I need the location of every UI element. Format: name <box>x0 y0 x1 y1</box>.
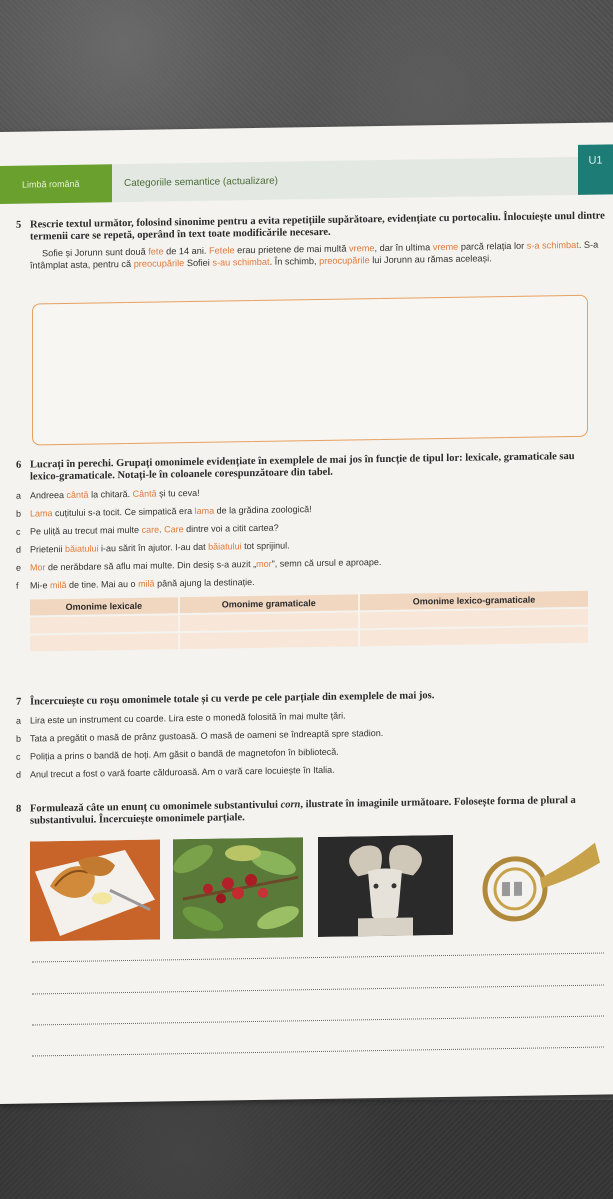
unit-tab: U1 <box>578 144 613 195</box>
list-item <box>16 498 606 519</box>
omonime-table <box>28 589 590 654</box>
table-cell[interactable] <box>30 633 178 651</box>
exercise-7-items <box>16 705 606 780</box>
text-span: de nerăbdare să aflu mai multe. Din desiș s-a auzit „ <box>45 558 257 573</box>
table-cell[interactable] <box>360 609 588 629</box>
highlighted-word: preocupările <box>133 258 185 269</box>
highlighted-word: s-au schimbat <box>212 256 270 268</box>
exercise-6-instruction-text: Lucrați în perechi. Grupați omonimele evidențiate în exemplele de mai jos în funcție de tipul lor: lexicale, gramaticale sau lexico-gramaticale. Notați-le în coloanele corespunzătoare din tabel. <box>30 450 575 483</box>
text-span: parcă relația lor <box>458 240 527 252</box>
text-span: . În schimb, <box>269 255 320 267</box>
text-span: Andreea <box>30 489 67 501</box>
text-span: cuțitului s-a tocit. Ce simpatică era <box>52 505 195 519</box>
page-header <box>0 144 613 204</box>
exercise-7 <box>16 687 606 780</box>
table-cell[interactable] <box>30 615 178 633</box>
exercise-8-word: corn <box>280 799 301 811</box>
item-letter: c <box>16 751 21 762</box>
table-cell[interactable] <box>180 630 358 649</box>
exercise-6-items <box>16 480 606 591</box>
highlighted-word: Fetele <box>209 245 235 256</box>
highlighted-word: mor <box>256 558 272 569</box>
highlighted-word: băiatului <box>208 541 242 552</box>
highlighted-word: preocupările <box>319 255 370 266</box>
highlighted-word: milă <box>138 578 155 589</box>
item-text: Poliția a prins o bandă de hoți. Am găsit o bandă de magnetofon în bibliotecă. <box>30 746 339 762</box>
highlighted-word: fete <box>148 246 164 257</box>
highlighted-word: Mor <box>30 562 46 573</box>
exercise-7-instruction <box>16 687 606 708</box>
highlighted-word: Lama <box>30 508 53 519</box>
table-header-lexicale: Omonime lexicale <box>30 597 178 615</box>
highlighted-word: vreme <box>432 241 459 253</box>
highlighted-word: vreme <box>349 243 375 254</box>
exercise-5-text <box>16 238 606 271</box>
text-span: de tine. Mai au o <box>66 578 139 590</box>
highlighted-word: milă <box>50 579 67 591</box>
answer-line[interactable] <box>32 953 604 963</box>
item-letter: c <box>16 526 21 537</box>
list-item <box>16 741 606 762</box>
exercise-6-number: 6 <box>16 459 22 471</box>
list-item <box>16 516 606 537</box>
exercise-6 <box>16 450 606 653</box>
page-content <box>0 202 613 827</box>
exercise-8-instruction <box>16 794 606 827</box>
item-letter: b <box>16 508 22 519</box>
text-span: până ajung la destinație. <box>154 576 255 589</box>
text-span: ", semn că ursul e aproape. <box>271 557 382 569</box>
highlighted-word: care <box>141 524 160 535</box>
item-letter: d <box>16 769 22 780</box>
text-span: i-au sărit în ajutor. I-au dat <box>98 541 209 554</box>
exercise-7-instruction-text: Încercuiește cu roșu omonimele totale și cu verde pe cele parțiale din exemplele de mai jos. <box>30 690 435 708</box>
list-item <box>16 480 606 501</box>
list-item <box>16 552 606 573</box>
exercise-5-instruction-text: Rescrie textul următor, folosind sinonime pentru a evita repetițiile supărătoare, evidențiate cu portocaliu. Înlocuiește unul dintre termenii care se repetă, operând în text toate modificările necesare. <box>30 210 605 243</box>
text-span: lui Jorunn au rămas aceleași. <box>369 253 492 266</box>
text-span: Pe uliță au trecut mai multe <box>30 524 142 537</box>
croissant-image <box>30 839 160 941</box>
text-span: erau prietene de mai multă <box>234 243 349 256</box>
item-text: Anul trecut a fost o vară foarte călduroasă. Am o vară care locuiește în Italia. <box>30 764 335 780</box>
french-horn-image <box>470 832 605 934</box>
text-span: tot sprijinul. <box>241 540 290 552</box>
highlighted-word: băiatului <box>65 543 99 554</box>
subject-label: Limbă română <box>0 164 112 204</box>
item-letter: f <box>16 580 19 591</box>
exercise-5-answer-box[interactable] <box>32 295 588 446</box>
ram-horns-image <box>318 835 453 937</box>
text-span: . S-a întâmplat asta, pentru că <box>30 239 599 271</box>
text-span: la chitară. <box>88 488 133 500</box>
item-letter: b <box>16 733 22 744</box>
exercise-8 <box>16 794 606 827</box>
list-item <box>16 759 606 780</box>
list-item <box>16 705 606 726</box>
answer-line[interactable] <box>32 985 604 995</box>
exercise-6-instruction <box>16 450 606 483</box>
table-header-lexico-gramaticale: Omonime lexico-gramaticale <box>360 591 588 611</box>
textbook-page <box>0 122 613 1104</box>
table-header-gramaticale: Omonime gramaticale <box>180 594 358 613</box>
text-span: Prietenii <box>30 543 66 555</box>
text-span: Sofiei <box>184 257 213 269</box>
exercise-5 <box>16 210 606 271</box>
item-letter: d <box>16 544 22 555</box>
item-text: Lira este un instrument cu coarde. Lira este o monedă folosită în mai multe țări. <box>30 710 346 726</box>
list-item <box>16 723 606 744</box>
item-text: Tata a pregătit o masă de prânz gustoasă. O masă de oameni se îndreaptă spre stadion. <box>30 727 384 744</box>
item-letter: a <box>16 490 22 501</box>
cornel-berries-image <box>173 837 303 939</box>
table-cell[interactable] <box>180 612 358 631</box>
text-span: și tu ceva! <box>156 487 200 499</box>
exercise-8-instruction-b: , ilustrate în imaginile următoare. Folosește forma de plural a substantivului. Încercuiește omonimele parțiale. <box>30 794 576 827</box>
exercise-8-instruction-a: Formulează câte un enunț cu omonimele substantivului <box>30 799 281 815</box>
highlighted-word: s-a schimbat <box>526 239 579 251</box>
exercise-7-number: 7 <box>16 696 22 708</box>
text-span: dintre voi a citit cartea? <box>183 522 279 535</box>
answer-line[interactable] <box>32 1047 604 1057</box>
exercise-5-instruction <box>16 210 606 243</box>
text-span: . <box>159 524 165 535</box>
highlighted-word: lama <box>194 505 215 516</box>
text-span: de 14 ani. <box>163 245 210 257</box>
text-span: de la grădina zoologică! <box>214 504 312 516</box>
item-letter: e <box>16 562 22 573</box>
list-item <box>16 534 606 555</box>
item-letter: a <box>16 715 22 726</box>
text-span: Mi-e <box>30 580 50 591</box>
highlighted-word: Care <box>164 524 184 535</box>
highlighted-word: Cântă <box>132 488 157 499</box>
text-span: , dar în ultima <box>374 242 433 254</box>
exercise-8-number: 8 <box>16 803 22 815</box>
highlighted-word: cântă <box>66 489 89 500</box>
text-span: Sofie și Jorunn sunt două <box>42 246 149 259</box>
topic-label: Categoriile semantice (actualizare) <box>112 157 578 202</box>
answer-line[interactable] <box>32 1016 604 1026</box>
list-item <box>16 570 606 591</box>
exercise-5-number: 5 <box>16 219 22 231</box>
table-cell[interactable] <box>360 627 588 647</box>
carpet-background-bottom <box>0 1100 613 1199</box>
corn-photos <box>30 832 605 941</box>
